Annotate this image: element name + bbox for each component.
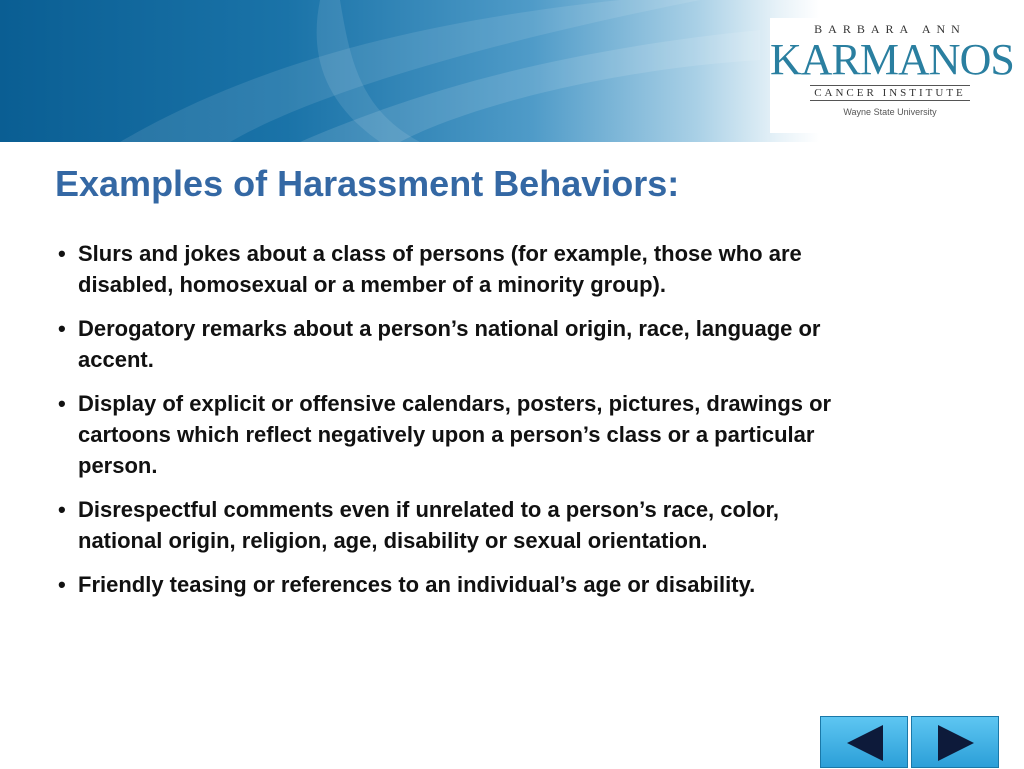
bullet-item xyxy=(58,494,858,556)
bullet-text: Derogatory remarks about a person’s national origin, race, language or accent. xyxy=(78,316,821,372)
previous-slide-button[interactable] xyxy=(820,716,908,768)
logo-sub-line: CANCER INSTITUTE xyxy=(810,85,970,101)
next-slide-button[interactable] xyxy=(911,716,999,768)
triangle-right-icon xyxy=(912,717,1000,769)
logo-name: KARMANOS xyxy=(770,35,1014,84)
bullet-marker: • xyxy=(58,572,66,597)
bullet-text: Display of explicit or offensive calendars, posters, pictures, drawings or cartoons which reflect negatively upon a person’s class or a particular person. xyxy=(78,391,832,478)
bullet-text: Slurs and jokes about a class of persons (for example, those who are disabled, homosexual or a member of a minority group). xyxy=(78,241,802,297)
bullet-marker: • xyxy=(58,241,66,266)
slide-title: Examples of Harassment Behaviors: xyxy=(55,163,680,204)
bullet-list xyxy=(58,238,858,613)
bullet-item xyxy=(58,238,858,300)
bullet-marker: • xyxy=(58,497,66,522)
bullet-marker: • xyxy=(58,316,66,341)
karmanos-logo xyxy=(770,18,1014,133)
bullet-text: Disrespectful comments even if unrelated to a person’s race, color, national origin, religion, age, disability or sexual orientation. xyxy=(78,497,779,553)
bullet-item xyxy=(58,313,858,375)
bullet-text: Friendly teasing or references to an individual’s age or disability. xyxy=(78,572,756,597)
triangle-left-icon xyxy=(821,717,909,769)
bullet-item xyxy=(58,569,858,600)
bullet-marker: • xyxy=(58,391,66,416)
header-banner xyxy=(0,0,1024,142)
bullet-item xyxy=(58,388,858,481)
logo-top-line: BARBARA ANN xyxy=(814,22,966,36)
logo-university: Wayne State University xyxy=(843,107,937,117)
